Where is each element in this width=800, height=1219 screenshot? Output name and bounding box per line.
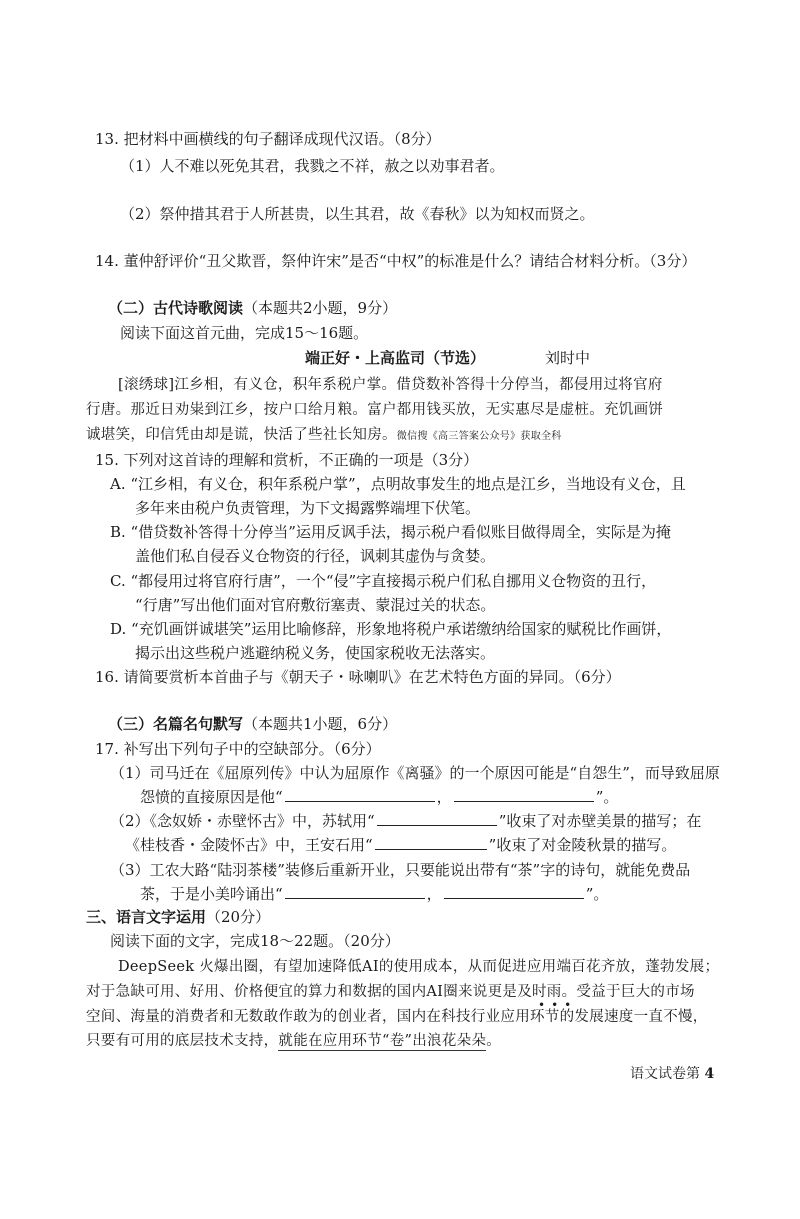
section3-heading [108,713,397,735]
q17-part2-cont [125,834,676,856]
q13-sentence-2: （2）祭仲措其君于人所甚贵，以生其君，故《春秋》以为知权而贤之。 [120,205,595,223]
section3-title: （三）名篇名句默写 [108,715,244,733]
q16-stem: 16. 请简要赏析本首曲子与《朝天子・咏喇叭》在艺术特色方面的异同。（6分） [95,668,621,686]
page-footer [630,1063,714,1085]
part3-text: 只要有可用的底层技术支持， [86,1033,279,1049]
page-number: 4 [704,1066,715,1082]
q15-option-c-cont: “行唐”写出他们面对官府敷衍塞责、蒙混过关的状态。 [135,596,496,614]
q17-text: 怨愤的直接原因是他“ [140,788,283,806]
q17-part1-blanks [140,786,618,808]
part3-intro: 阅读下面的文字，完成18～22题。（20分） [110,932,400,950]
section3-note: （本题共1小题，6分） [243,715,398,733]
part3-note: （20分） [206,908,271,926]
answer-blank[interactable] [444,884,584,899]
section2-heading [108,297,397,319]
q15-option-b-cont: 盖他们私自侵吞义仓物资的行径，讽刺其虚伪与贪婪。 [135,547,496,565]
part3-title: 三、语言文字运用 [86,908,207,926]
q17-text: （2）《念奴娇・赤壁怀古》中，苏轼用“ [110,812,375,830]
page-label: 语文试卷第 [630,1066,700,1082]
q17-text: ”收束了对金陵秋景的描写。 [488,836,677,854]
q17-text: ”收束了对赤壁美景的描写；在 [498,812,702,830]
part3-heading [86,906,270,928]
underlined-sentence: 就能在应用环节“卷”出浪花朵朵 [278,1033,487,1049]
poem-line: 行唐。那近日劝粜到江乡，按户口给月粮。富户都用钱买放，无实惠尽是虚桩。充饥画饼 [86,402,664,418]
q14-stem: 14. 董仲舒评价“丑父欺晋，祭仲许宋”是否“中权”的标准是什么？请结合材料分析。（3分） [95,252,697,270]
answer-blank[interactable] [285,884,425,899]
section2-note: （本题共2小题，9分） [243,299,398,317]
watermark: 微信搜《高三答案公众号》获取全科 [396,431,562,442]
q17-part3: （3）工农大路“陆羽茶楼”装修后重新开业，只要能说出带有“茶”字的诗句，就能免费品 [110,861,691,879]
q15-option-d: D. “充饥画饼诚堪笑”运用比喻修辞，形象地将税户承诺缴纳给国家的赋税比作画饼， [110,620,672,638]
poem-line [86,424,562,448]
q17-text: ”。 [595,788,619,806]
emphasis-dots: ••• [538,998,578,1012]
poem-title: 端正好・上高监司（节选） [305,349,486,367]
q15-option-a: A. “江乡相，有义仓，积年系税户掌”，点明故事发生的地点是江乡，当地设有义仓，且 [110,475,686,493]
q17-text: ， [426,885,442,903]
poem-line: [滚绣球]江乡相，有义仓，积年系税户掌。借贷数补答得十分停当，都侵用过将官府 [118,377,663,393]
q17-text: 《桂枝香・金陵怀古》中，王安石用“ [125,836,373,854]
q17-part2 [110,810,701,832]
q13-stem: 13. 把材料中画横线的句子翻译成现代汉语。（8分） [95,130,441,148]
part3-text: 。 [486,1033,502,1049]
q15-option-c: C. “都侵用过将官府行唐”，一个“侵”字直接揭示税户们私自挪用义仓物资的丑行， [110,572,657,590]
answer-blank[interactable] [285,787,435,802]
q17-part3-blanks [140,883,608,905]
answer-blank[interactable] [377,811,497,826]
q15-option-b: B. “借贷数补答得十分停当”运用反讽手法，揭示税户看似账目做得周全，实际是为掩 [110,523,671,541]
answer-blank[interactable] [454,787,594,802]
q13-sentence-1: （1）人不难以死免其君，我戮之不祥，赦之以劝事君者。 [120,157,505,175]
q15-stem: 15. 下列对这首诗的理解和赏析，不正确的一项是（3分） [95,451,479,469]
part3-paragraph-line: DeepSeek 火爆出圈，有望加速降低AI的使用成本，从而促进应用端百花齐放，蓬勃发展； [118,959,720,975]
q17-stem: 17. 补写出下列句子中的空缺部分。（6分） [95,740,381,758]
part3-paragraph-line: 空间、海量的消费者和无数敢作敢为的创业者，国内在科技行业应用环节的发展速度一直不慢， [86,1009,708,1025]
q15-option-d-cont: 揭示出这些税户逃避纳税义务，使国家税收无法落实。 [135,644,496,662]
q15-option-a-cont: 多年来由税户负责管理，为下文揭露弊端埋下伏笔。 [135,499,481,517]
poem-author: 刘时中 [545,349,591,367]
q17-text: 茶，于是小美吟诵出“ [140,885,283,903]
section2-intro: 阅读下面这首元曲，完成15～16题。 [120,324,369,342]
q17-text: ， [436,788,452,806]
answer-blank[interactable] [375,835,487,850]
q17-text: ”。 [585,885,609,903]
q17-part1: （1）司马迁在《屈原列传》中认为屈原作《离骚》的一个原因可能是“自怨生”，而导致屈原 [110,764,720,782]
part3-paragraph-line: 对于急缺可用、好用、价格便宜的算力和数据的国内AI圈来说更是及时雨。受益于巨大的市场 [86,984,695,1000]
section2-title: （二）古代诗歌阅读 [108,299,244,317]
part3-paragraph-line [86,1030,501,1052]
poem-line-text: 诚堪笑，印信凭由却是谎，快活了些社长知房。 [86,427,397,443]
